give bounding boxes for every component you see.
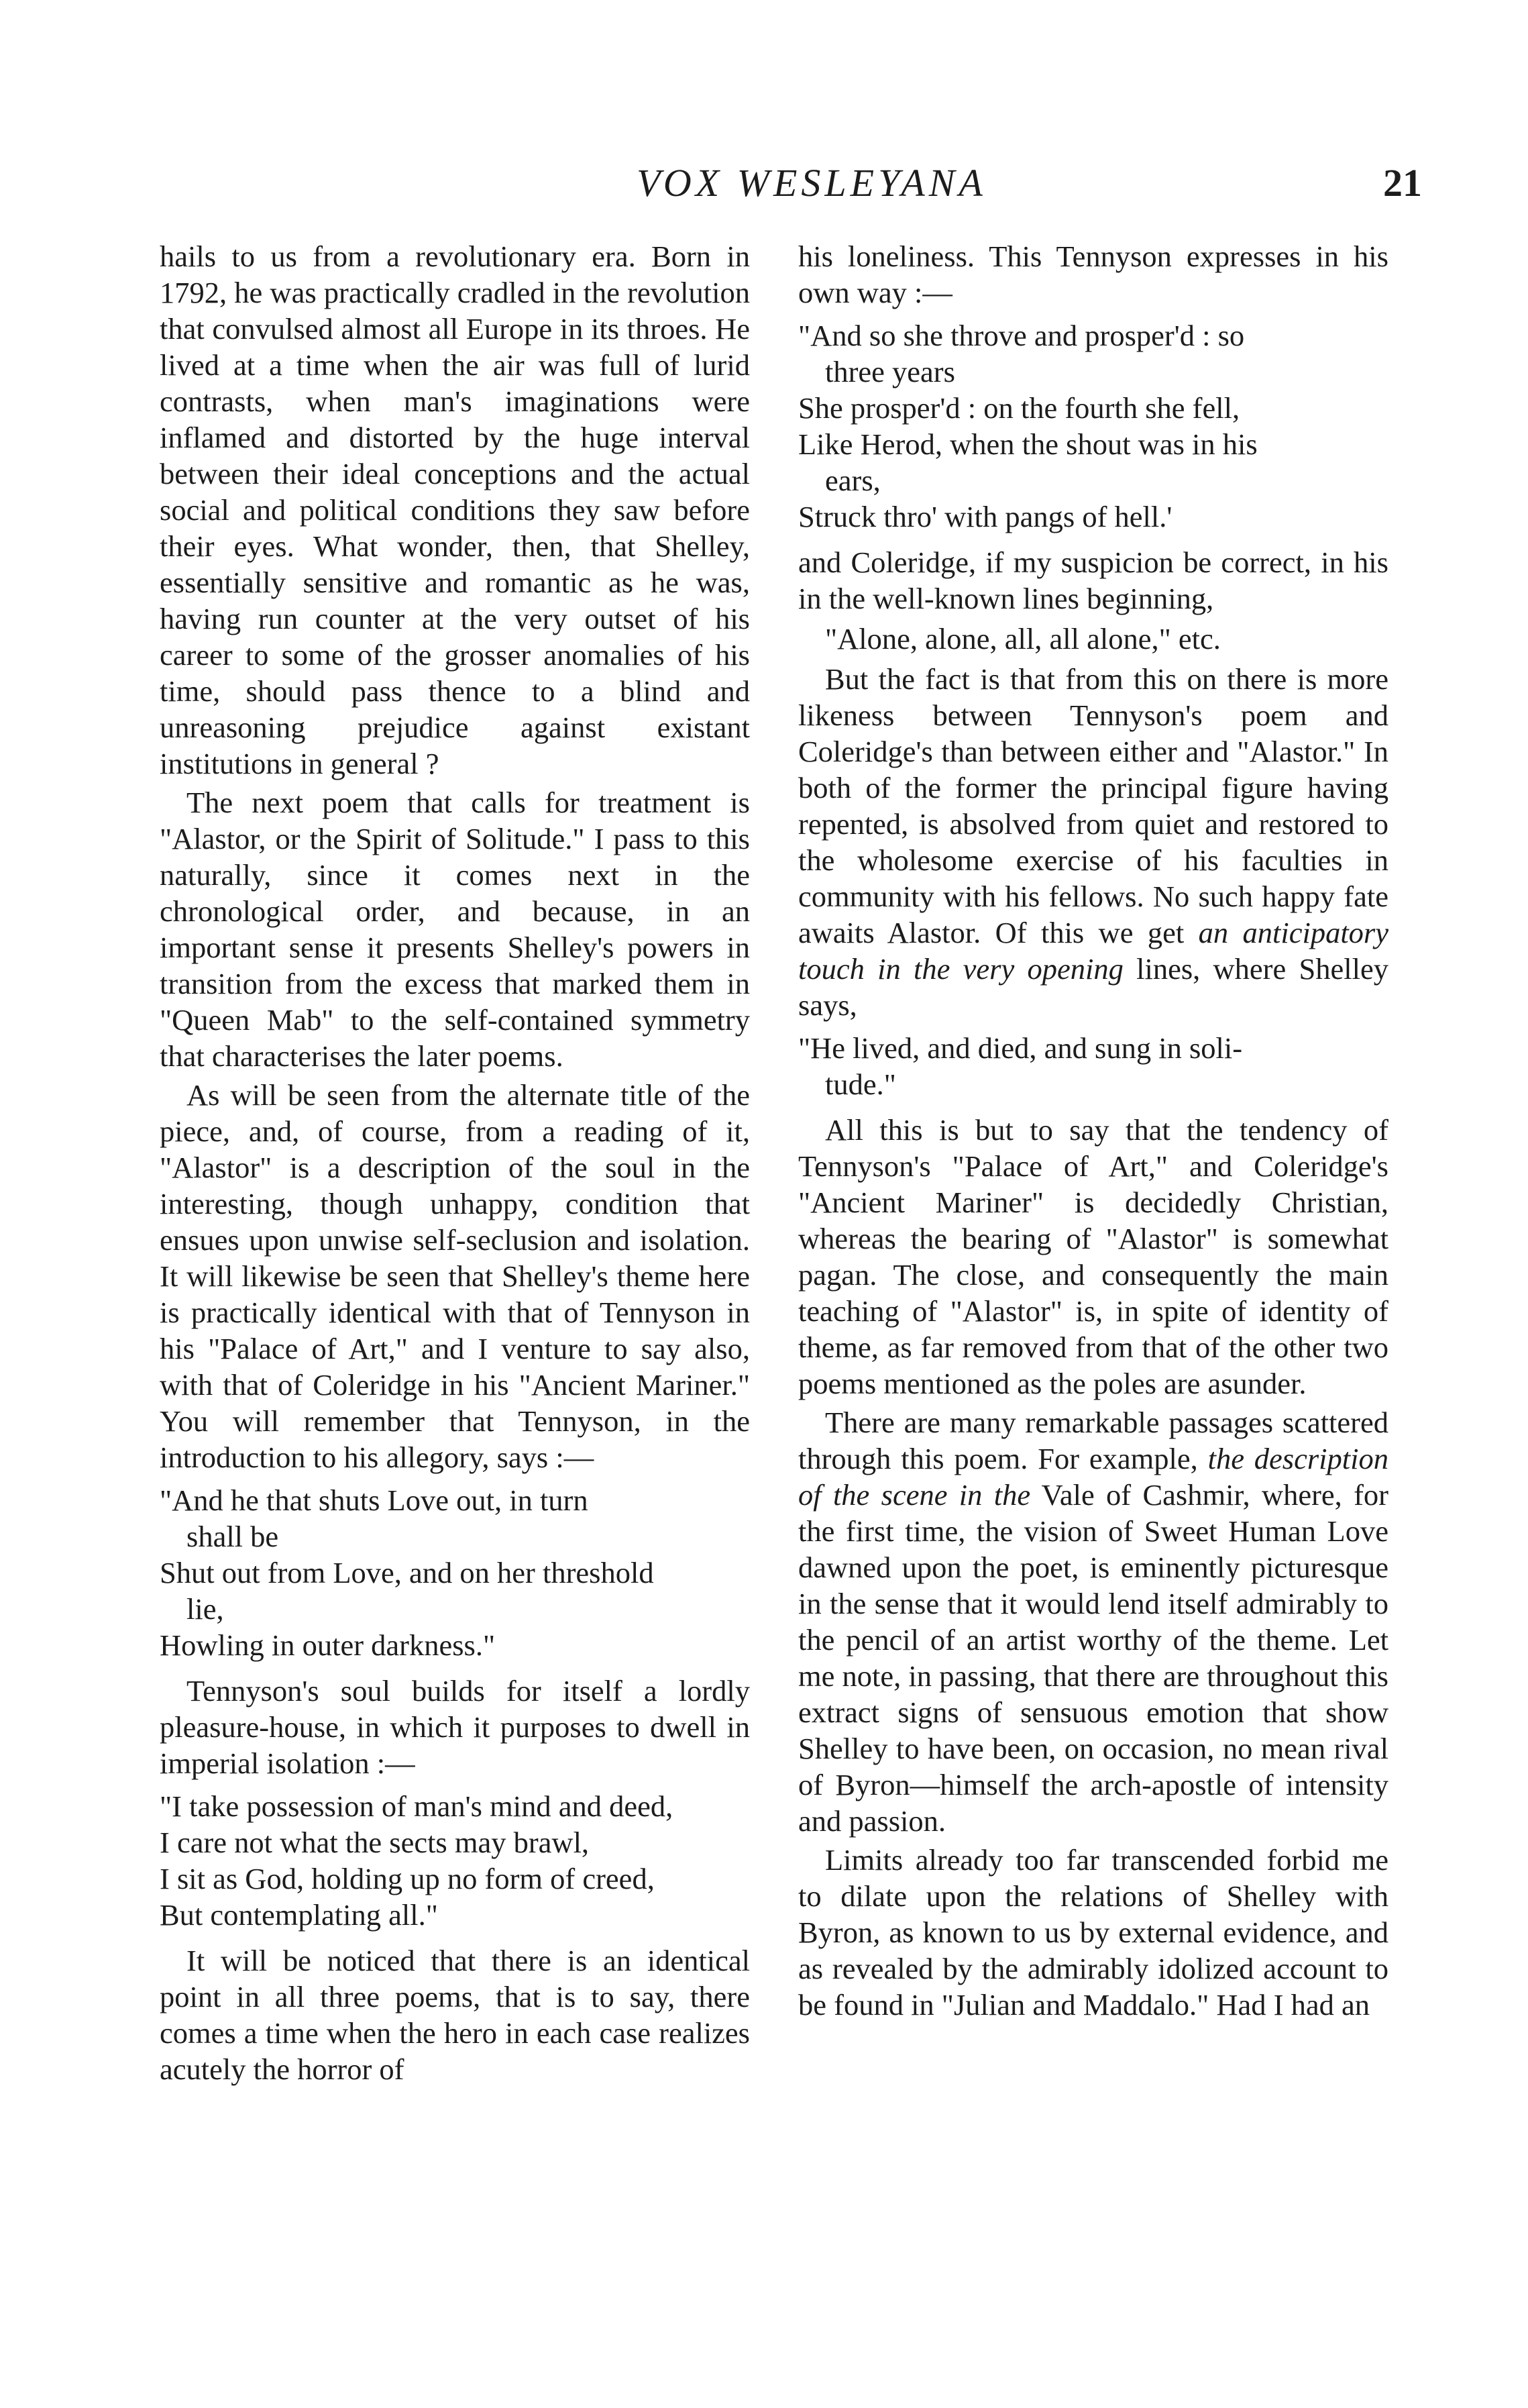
verse-line: Shut out from Love, and on her threshold [160,1556,654,1589]
paragraph: and Coleridge, if my suspicion be correct, in his in the well-known lines beginning, [798,545,1388,615]
left-column [160,238,750,2090]
italic-text: the description of the scene in the [798,1442,1389,1512]
verse-line: "He lived, and died, and sung in soli- [798,1031,1243,1065]
italic-text: an anticipatory touch in the very opening [798,916,1388,986]
paragraph [798,661,1388,1023]
text-run: lines, where Shelley says, [798,952,1388,1022]
paragraph: As will be seen from the alternate title of the piece, and, of course, from a reading of it, "Alastor" is a description of the soul in the interesting, though unhappy, condition that ensues upon unwise self-seclusion and isolation. It will likewise be seen that Shelley's theme here is practically identical with that of Tennyson in his "Palace of Art," and I venture to say also, with that of Coleridge in his "Ancient Mariner." You will remember that Tennyson, in the introduction to his allegory, says :— [160,1078,750,1474]
verse-quote [798,1030,1388,1102]
verse-line: lie, [186,1592,224,1626]
paragraph: his loneliness. This Tennyson expresses in his own way :— [798,240,1388,309]
verse-line: ears, [825,464,881,497]
paragraph [798,1404,1388,1839]
verse-line: But contemplating all." [160,1898,438,1932]
verse-line: Howling in outer darkness." [160,1628,496,1662]
verse-line: shall be [186,1520,279,1553]
verse-line: tude." [825,1067,896,1101]
verse-line: I sit as God, holding up no form of creed, [160,1862,655,1895]
verse-line: I care not what the sects may brawl, [160,1826,590,1859]
page-header [201,153,1422,213]
paragraph: All this is but to say that the tendency of Tennyson's "Palace of Art," and Coleridge's "Ancient Mariner" is decidedly Christian, whereas the bearing of "Alastor" is somewhat pagan. The close, and consequently the main teaching of "Alastor" is, in spite of identity of theme, as far removed from that of the other two poems mentioned as the poles are asunder. [798,1113,1388,1400]
right-column [798,238,1388,2026]
text-run: There are many remarkable passages scattered through this poem. For example, [798,1406,1388,1475]
page-number: 21 [1383,161,1422,205]
verse-quote [160,1482,750,1663]
text-run: But the fact is that from this on there is more likeness between Tennyson's poem and Coleridge's than between either and "Alastor." In both of the former the principal figure having repented, is absolved from quiet and restored to the wholesome exercise of his faculties in community with his fellows. No such happy fate awaits Alastor. Of this we get [798,662,1388,949]
verse-line: She prosper'd : on the fourth she fell, [798,391,1240,425]
verse-quote [798,317,1388,535]
verse-line: three years [825,355,955,388]
verse-line: "And he that shuts Love out, in turn [160,1483,588,1517]
paragraph: It will be noticed that there is an identical point in all three poems, that is to say, there comes a time when the hero in each case realizes acutely the horror of [160,1944,750,2086]
paragraph: Limits already too far transcended forbid me to dilate upon the relations of Shelley with Byron, as known to us by external evidence, and as revealed by the admirably idolized account to be found in "Julian and Maddalo." Had I had an [798,1843,1388,2022]
verse-line: "I take possession of man's mind and deed, [160,1789,673,1823]
verse-line: Struck thro' with pangs of hell.' [798,500,1172,533]
verse-line: Like Herod, when the shout was in his [798,427,1258,461]
paragraph: hails to us from a revolutionary era. Born in 1792, he was practically cradled in the revolution that convulsed almost all Europe in its throes. He lived at a time when the air was full of lurid contrasts, when man's imaginations were inflamed and distorted by the huge interval between their ideal conceptions and the actual social and political conditions they saw before their eyes. What wonder, then, that Shelley, essentially sensitive and romantic as he was, having run counter at the very outset of his career to some of the grosser anomalies of his time, should pass thence to a blind and unreasoning prejudice against existant institutions in general ? [160,240,750,780]
verse-quote [160,1788,750,1933]
running-title: VOX WESLEYANA [637,161,987,205]
inline-quote: "Alone, alone, all, all alone," etc. [825,622,1221,656]
paragraph: The next poem that calls for treatment is "Alastor, or the Spirit of Solitude." I pass to this naturally, since it comes next in the chronological order, and because, in an important sense it presents Shelley's powers in transition from the excess that marked them in "Queen Mab" to the self-contained symmetry that characterises the later poems. [160,786,750,1073]
text-run: Vale of Cashmir, where, for the first time, the vision of Sweet Human Love dawned upon the poet, is eminently picturesque in the sense that it would lend itself admirably to the pencil of an artist worthy of the theme. Let me note, in passing, that there are throughout this extract signs of sensuous emotion that show Shelley to have been, on occasion, no mean rival of Byron—himself the arch-apostle of intensity and passion. [798,1478,1388,1838]
paragraph: Tennyson's soul builds for itself a lordly pleasure-house, in which it purposes to dwell in imperial isolation :— [160,1674,750,1780]
verse-line: "And so she throve and prosper'd : so [798,319,1245,352]
